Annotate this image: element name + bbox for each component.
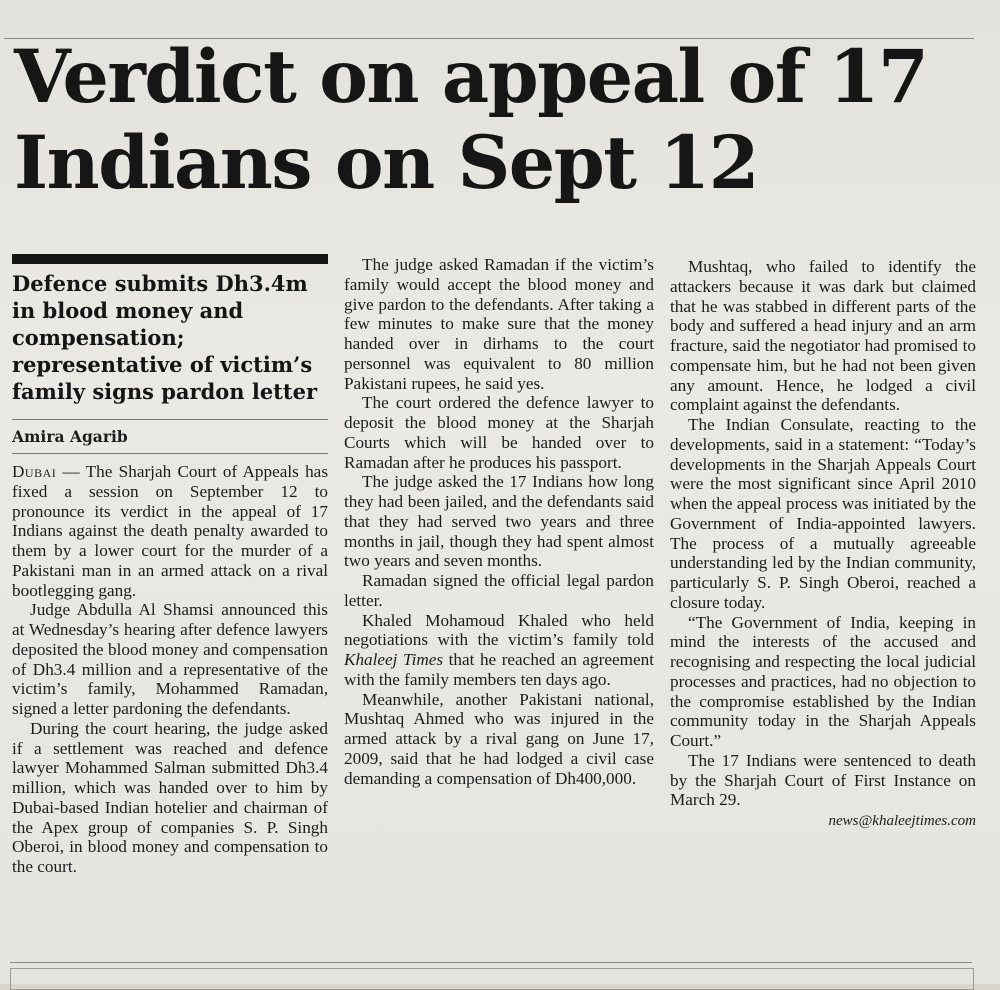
paragraph-8-text-b: that he reached an agreement with the family members ten days ago. [344, 650, 654, 689]
paragraph-6: The judge asked the 17 Indians how long they had been jailed, and the defendants said that they had served two years and three months in jail, though they had spent almost two years and seven months. [344, 472, 654, 571]
contact-email: news@khaleejtimes.com [828, 813, 976, 829]
column-1 [12, 254, 328, 877]
paragraph-12: “The Government of India, keeping in mind the interests of the accused and recognising and respecting the local judicial processes and practices, had no objection to the compromise established by the Indian community today in the Sharjah Appeals Court.” [670, 612, 976, 750]
byline: Amira Agarib [12, 427, 128, 446]
paragraph-1 [12, 462, 328, 600]
paragraph-8-text-a: Khaled Mohamoud Khaled who held negotiations with the victim’s family told [344, 610, 654, 650]
next-article-box [10, 968, 974, 990]
dateline: Dubai [12, 462, 57, 481]
deck-rule [12, 254, 328, 264]
column-3 [670, 257, 976, 832]
paragraph-5: The court ordered the defence lawyer to deposit the blood money at the Sharjah Courts which will be handed over to Ramadan after he produces his passport. [344, 393, 654, 472]
paragraph-1-text: — The Sharjah Court of Appeals has fixed a session on September 12 to pronounce its verdict in the appeal of 17 Indians against the death penalty awarded to them by a lower court for the murder of a Pakistani man in an armed attack on a rival bootlegging gang. [12, 462, 329, 600]
bottom-rule [10, 962, 972, 963]
deck-subheadline: Defence submits Dh3.4m in blood money and compensation; representative of victim’s family signs pardon letter [12, 271, 318, 404]
paragraph-8 [344, 611, 654, 690]
paragraph-7: Ramadan signed the official legal pardon letter. [344, 571, 654, 610]
paragraph-9: Meanwhile, another Pakistani national, Mushtaq Ahmed who was injured in the armed attack by a rival gang on June 17, 2009, said that he had lodged a civil case demanding a compensation of Dh400,000. [344, 689, 654, 788]
byline-rule-bottom [12, 453, 328, 454]
column-2 [344, 255, 654, 788]
paragraph-4: The judge asked Ramadan if the victim’s family would accept the blood money and give pardon to the defendants. After taking a few minutes to make sure that the money handed over in dirhams to the court personnel was equivalent to 80 million Pakistani rupees, he said yes. [344, 255, 654, 393]
publication-name: Khaleej Times [344, 650, 444, 669]
paragraph-10: Mushtaq, who failed to identify the attackers because it was dark but claimed that he was stabbed in different parts of the body and suffered a head injury and an arm fracture, said the negotiator had promised to compensate him, but he had not been given any amount. Hence, he lodged a civil complaint against the defendants. [670, 257, 976, 415]
paragraph-2: Judge Abdulla Al Shamsi announced this at Wednesday’s hearing after defence lawyers deposited the blood money and compensation of Dh3.4 million and a representative of the victim’s family, Mohammed Ramadan, signed a letter pardoning the defendants. [12, 600, 328, 718]
headline: Verdict on appeal of 17 Indians on Sept 12 [14, 34, 928, 206]
paragraph-11: The Indian Consulate, reacting to the developments, said in a statement: “Today’s developments in the Sharjah Appeals Court were the most significant since April 2010 when the appeal process was initiated by the Government of India-appointed lawyers. The process of a mutually agreeable understanding led by the Indian community, particularly S. P. Singh Oberoi, reached a closure today. [670, 415, 976, 612]
paragraph-13: The 17 Indians were sentenced to death by the Sharjah Court of First Instance on March 29. [670, 750, 976, 810]
paragraph-3: During the court hearing, the judge asked if a settlement was reached and defence lawyer Mohammed Salman submitted Dh3.4 million, which was handed over to him by Dubai-based Indian hotelier and chairman of the Apex group of companies S. P. Singh Oberoi, in blood money and compensation to the court. [12, 718, 328, 876]
